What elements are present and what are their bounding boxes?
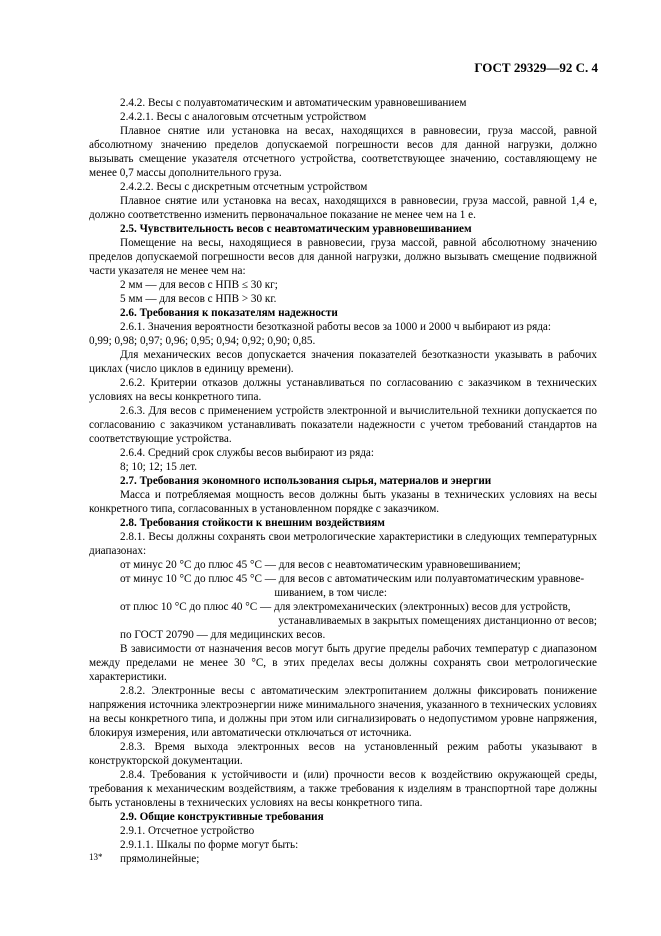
page-footer: 13* (89, 852, 103, 862)
value-series: 8; 10; 12; 15 лет. (120, 461, 198, 473)
list-item: от минус 20 °С до плюс 45 °С — для весов с неавтоматическим уравновешиванием; (120, 559, 521, 571)
list-item-continuation: устанавливаемых в закрытых помещениях дистанционно от весов; (278, 615, 597, 627)
section-heading: 2.5. Чувствительность весов с неавтоматическим уравновешиванием (120, 223, 472, 235)
paragraph: 2.6.4. Средний срок службы весов выбирают из ряда: (120, 447, 375, 459)
paragraph: 2.4.2.1. Весы с аналоговым отсчетным устройством (120, 111, 367, 123)
paragraph: 2.4.2. Весы с полуавтоматическим и автоматическим уравновешиванием (120, 97, 467, 109)
section-heading: 2.7. Требования экономного использования сырья, материалов и энергии (120, 475, 492, 487)
paragraph: 2.8.3. Время выхода электронных весов на установленный режим работы указывают в конструкторской документации. (89, 741, 597, 767)
paragraph: 2.6.2. Критерии отказов должны устанавливаться по согласованию с заказчиком в технических условиях на весы конкретного типа. (89, 377, 597, 403)
paragraph: Масса и потребляемая мощность весов должны быть указаны в технических условиях на весы конкретного типа, согласованных в установленном порядке с заказчиком. (89, 489, 597, 515)
paragraph: 2.8.2. Электронные весы с автоматическим электропитанием должны фиксировать понижение напряжения источника электроэнергии ниже минимального значения, указанного в технических условиях на весы конкретного типа, и должны при этом или сигнализировать о недопустимом уровне напряжения, блокируя измерения, или автоматически отключаться от источника. (89, 685, 597, 739)
page-header: ГОСТ 29329—92 С. 4 (474, 60, 598, 75)
paragraph: 2.8.4. Требования к устойчивости и (или) прочности весов к воздействию окружающей среды, требования к механическим воздействиям, а также требования к изделиям в транспортной таре должны быть установлены в технических условиях на весы конкретного типа. (89, 769, 597, 809)
list-item: по ГОСТ 20790 — для медицинских весов. (120, 629, 326, 641)
paragraph: Для механических весов допускается значения показателей безотказности указывать в рабочих циклах (число циклов в единицу времени). (89, 349, 597, 375)
paragraph: 2.9.1. Отсчетное устройство (120, 825, 255, 837)
list-item-continuation: шиванием, в том числе: (274, 587, 387, 599)
list-item: от плюс 10 °С до плюс 40 °С — для электромеханических (электронных) весов для устройств, (120, 601, 571, 613)
list-item: от минус 10 °С до плюс 45 °С — для весов с автоматическим или полуавтоматическим уравнове- (120, 573, 585, 585)
paragraph: 2.8.1. Весы должны сохранять свои метрологические характеристики в следующих температурных диапазонах: (89, 531, 597, 557)
paragraph: 2.6.3. Для весов с применением устройств электронной и вычислительной техники допускается по согласованию с заказчиком устанавливать показатели надежности с учетом требований стандартов на соответствующие устройства. (89, 405, 597, 445)
list-item: 2 мм — для весов с НПВ ≤ 30 кг; (120, 279, 278, 291)
list-item: прямолинейные; (120, 853, 200, 865)
paragraph: 2.4.2.2. Весы с дискретным отсчетным устройством (120, 181, 368, 193)
paragraph: В зависимости от назначения весов могут быть другие пределы рабочих температур с диапазоном между пределами не менее 30 °С, в этих пределах весы должны сохранять свои метрологические характеристики. (89, 643, 597, 683)
paragraph: 2.6.1. Значения вероятности безотказной работы весов за 1000 и 2000 ч выбирают из ряда: (120, 321, 552, 333)
paragraph: 2.9.1.1. Шкалы по форме могут быть: (120, 839, 299, 851)
paragraph: Плавное снятие или установка на весах, находящихся в равновесии, груза массой, равной 1,4 е, должно соответственно изменить первоначальное показание не менее чем на 1 е. (89, 195, 597, 221)
document-body (89, 96, 597, 866)
list-item: 5 мм — для весов с НПВ > 30 кг. (120, 293, 277, 305)
section-heading: 2.8. Требования стойкости к внешним воздействиям (120, 517, 385, 529)
section-heading: 2.6. Требования к показателям надежности (120, 307, 338, 319)
paragraph: Плавное снятие или установка на весах, находящихся в равновесии, груза массой, равной абсолютному значению пределов допускаемой погрешности весов для данной нагрузки, должно вызывать смещение указателя отсчетного устройства, соответствующее значению, составляющему не менее 0,7 массы дополнительного груза. (89, 125, 597, 179)
value-series: 0,99; 0,98; 0,97; 0,96; 0,95; 0,94; 0,92; 0,90; 0,85. (89, 335, 316, 347)
section-heading: 2.9. Общие конструктивные требования (120, 811, 324, 823)
paragraph: Помещение на весы, находящиеся в равновесии, груза массой, равной абсолютному значению пределов допускаемой погрешности весов для данной нагрузки, должно вызывать смещение подвижной части указателя не менее чем на: (89, 237, 597, 277)
